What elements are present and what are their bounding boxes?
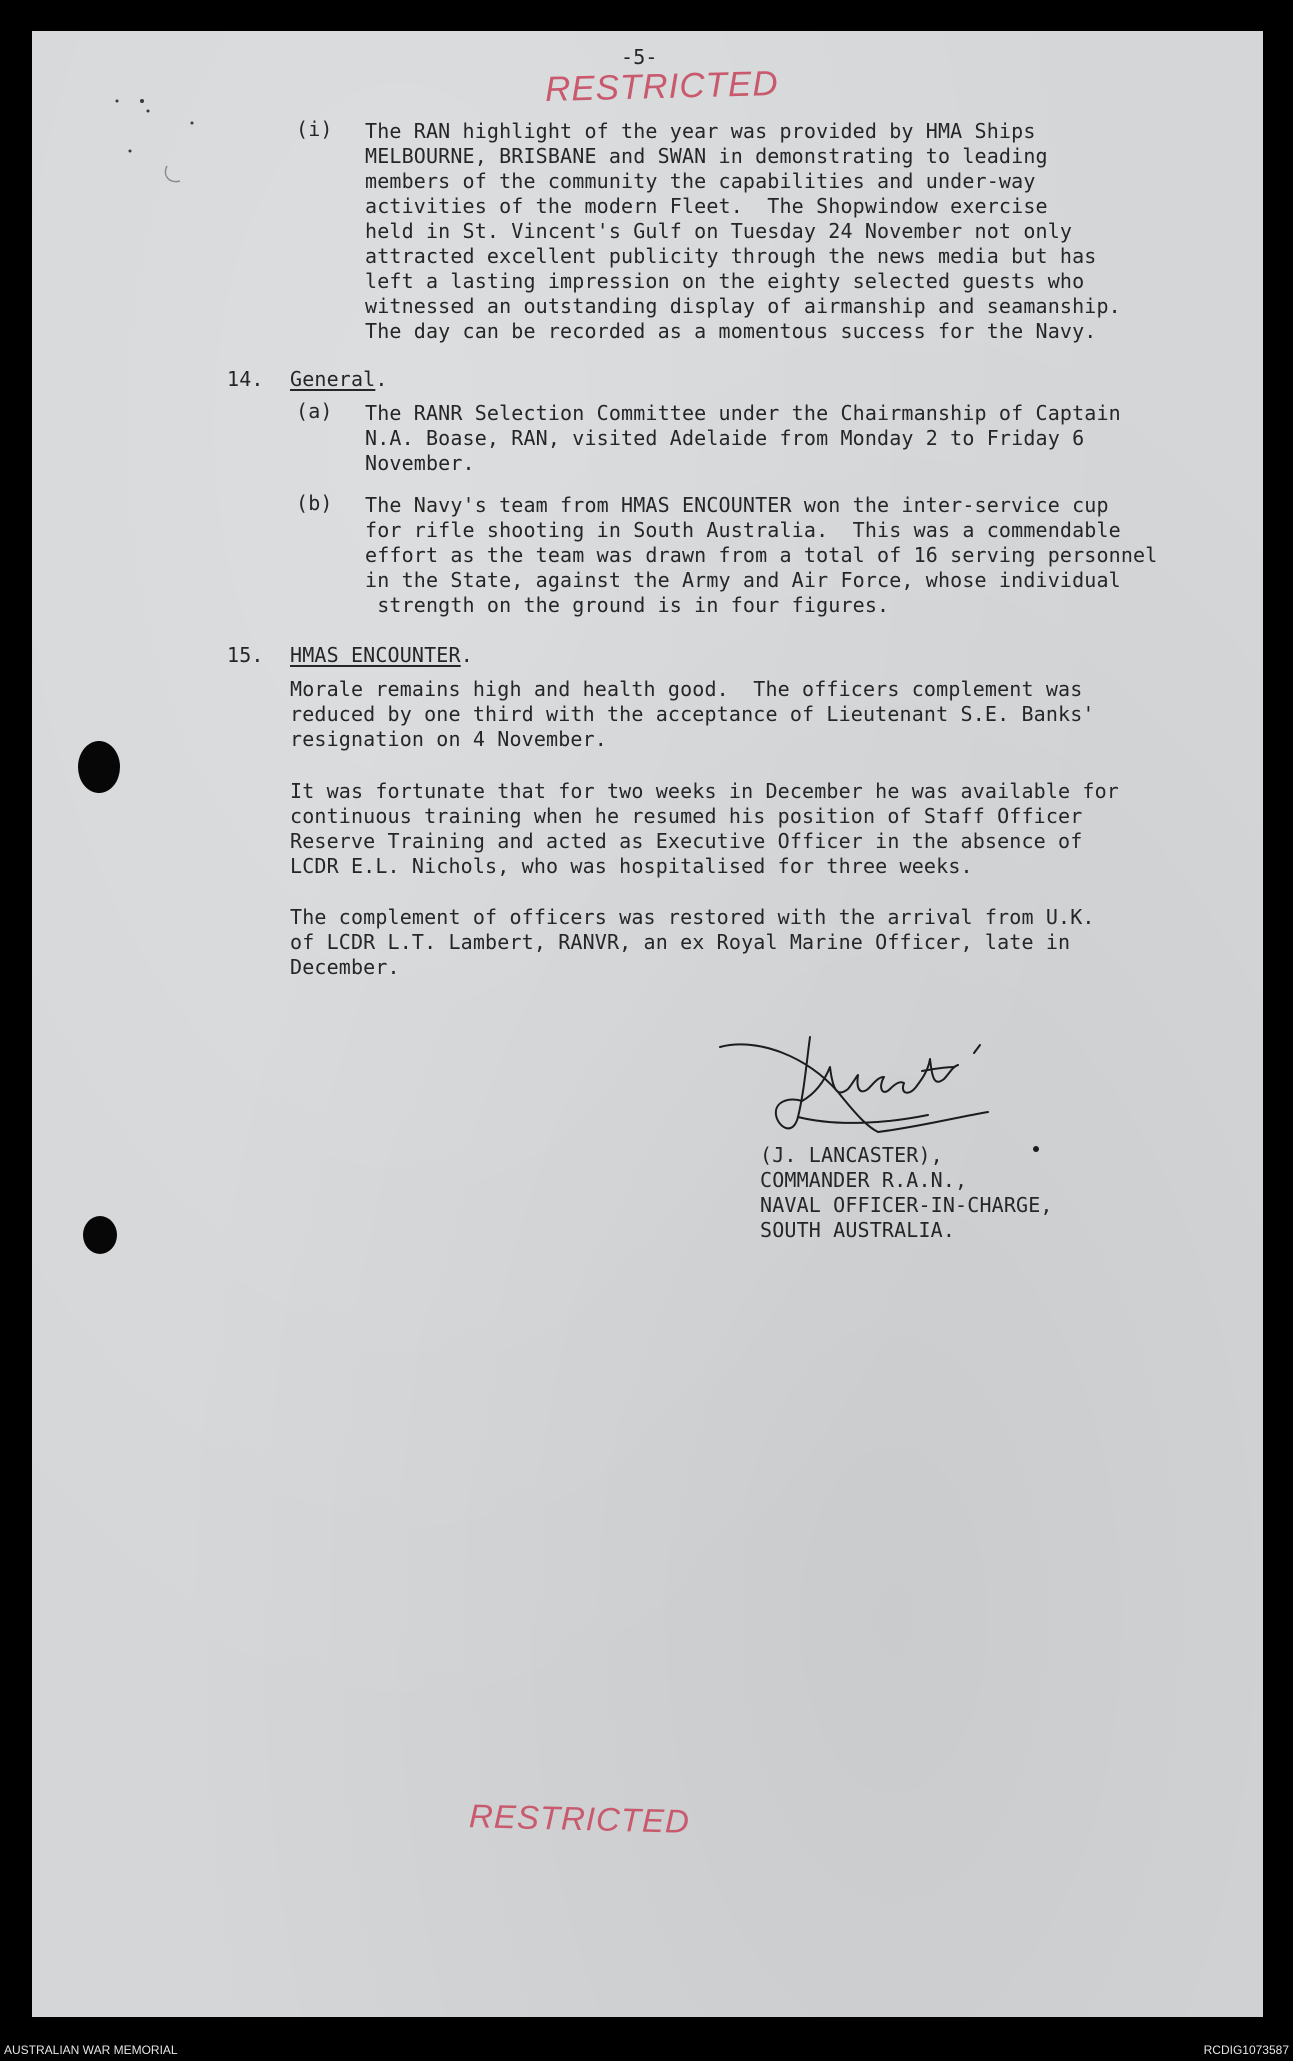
footer-archive: AUSTRALIAN WAR MEMORIAL xyxy=(4,2043,178,2057)
text-line: continuous training when he resumed his position of Staff Officer xyxy=(290,804,1083,828)
item-i-marker: (i) xyxy=(296,117,333,141)
section-15-heading-text: HMAS ENCOUNTER xyxy=(290,643,461,667)
signatory-rank: COMMANDER R.A.N., xyxy=(760,1168,968,1192)
text-line: The Navy's team from HMAS ENCOUNTER won the inter-service cup xyxy=(365,493,1109,517)
text-line: for rifle shooting in South Australia. This was a commendable xyxy=(365,518,1121,542)
text-line: members of the community the capabilities and under-way xyxy=(365,169,1036,193)
handwritten-signature xyxy=(718,997,1048,1167)
text-line: December. xyxy=(290,955,400,979)
text-line: The RANR Selection Committee under the Chairmanship of Captain xyxy=(365,401,1121,425)
paper-marks xyxy=(82,81,202,191)
text-line: Reserve Training and acted as Executive Officer in the absence of xyxy=(290,829,1083,853)
section-15-heading xyxy=(290,643,473,668)
text-line: attracted excellent publicity through the news media but has xyxy=(365,244,1097,268)
text-line: N.A. Boase, RAN, visited Adelaide from Monday 2 to Friday 6 xyxy=(365,426,1085,450)
text-line: reduced by one third with the acceptance of Lieutenant S.E. Banks' xyxy=(290,702,1095,726)
text-line: held in St. Vincent's Gulf on Tuesday 24 November not only xyxy=(365,219,1073,243)
page-number: -5- xyxy=(621,45,658,69)
text-line: resignation on 4 November. xyxy=(290,727,607,751)
punch-hole-upper xyxy=(78,741,120,793)
text-line: November. xyxy=(365,451,475,475)
restricted-stamp-bottom: RESTRICTED xyxy=(468,1797,691,1840)
text-line: LCDR E.L. Nichols, who was hospitalised for three weeks. xyxy=(290,854,973,878)
text-line: of LCDR L.T. Lambert, RANVR, an ex Royal Marine Officer, late in xyxy=(290,930,1071,954)
restricted-stamp-top: RESTRICTED xyxy=(544,63,780,110)
signatory-name: (J. LANCASTER), xyxy=(760,1143,943,1167)
text-line: effort as the team was drawn from a total of 16 serving personnel xyxy=(365,543,1158,567)
text-line: Morale remains high and health good. The officers complement was xyxy=(290,677,1083,701)
signatory-region: SOUTH AUSTRALIA. xyxy=(760,1218,956,1242)
section-14-heading xyxy=(290,367,388,392)
text-line: The RAN highlight of the year was provided by HMA Ships xyxy=(365,119,1036,143)
text-line: It was fortunate that for two weeks in December he was available for xyxy=(290,779,1119,803)
text-line: strength on the ground is in four figures. xyxy=(365,593,890,617)
item-a-marker: (a) xyxy=(296,399,333,423)
text-line: The day can be recorded as a momentous success for the Navy. xyxy=(365,319,1097,343)
document-page xyxy=(32,31,1263,2017)
punch-hole-lower xyxy=(83,1216,117,1254)
text-line: The complement of officers was restored with the arrival from U.K. xyxy=(290,905,1095,929)
footer-id: RCDIG1073587 xyxy=(1203,2043,1289,2057)
text-line: witnessed an outstanding display of airmanship and seamanship. xyxy=(365,294,1121,318)
item-b-marker: (b) xyxy=(296,491,333,515)
section-14-heading-text: General xyxy=(290,367,376,391)
text-line: in the State, against the Army and Air Force, whose individual xyxy=(365,568,1121,592)
text-line: left a lasting impression on the eighty selected guests who xyxy=(365,269,1085,293)
section-15-number: 15. xyxy=(227,643,264,667)
heading-period: . xyxy=(460,643,473,667)
section-14-number: 14. xyxy=(227,367,264,391)
text-line: MELBOURNE, BRISBANE and SWAN in demonstrating to leading xyxy=(365,144,1048,168)
signatory-title: NAVAL OFFICER-IN-CHARGE, xyxy=(760,1193,1053,1217)
heading-period: . xyxy=(375,367,388,391)
text-line: activities of the modern Fleet. The Shopwindow exercise xyxy=(365,194,1048,218)
